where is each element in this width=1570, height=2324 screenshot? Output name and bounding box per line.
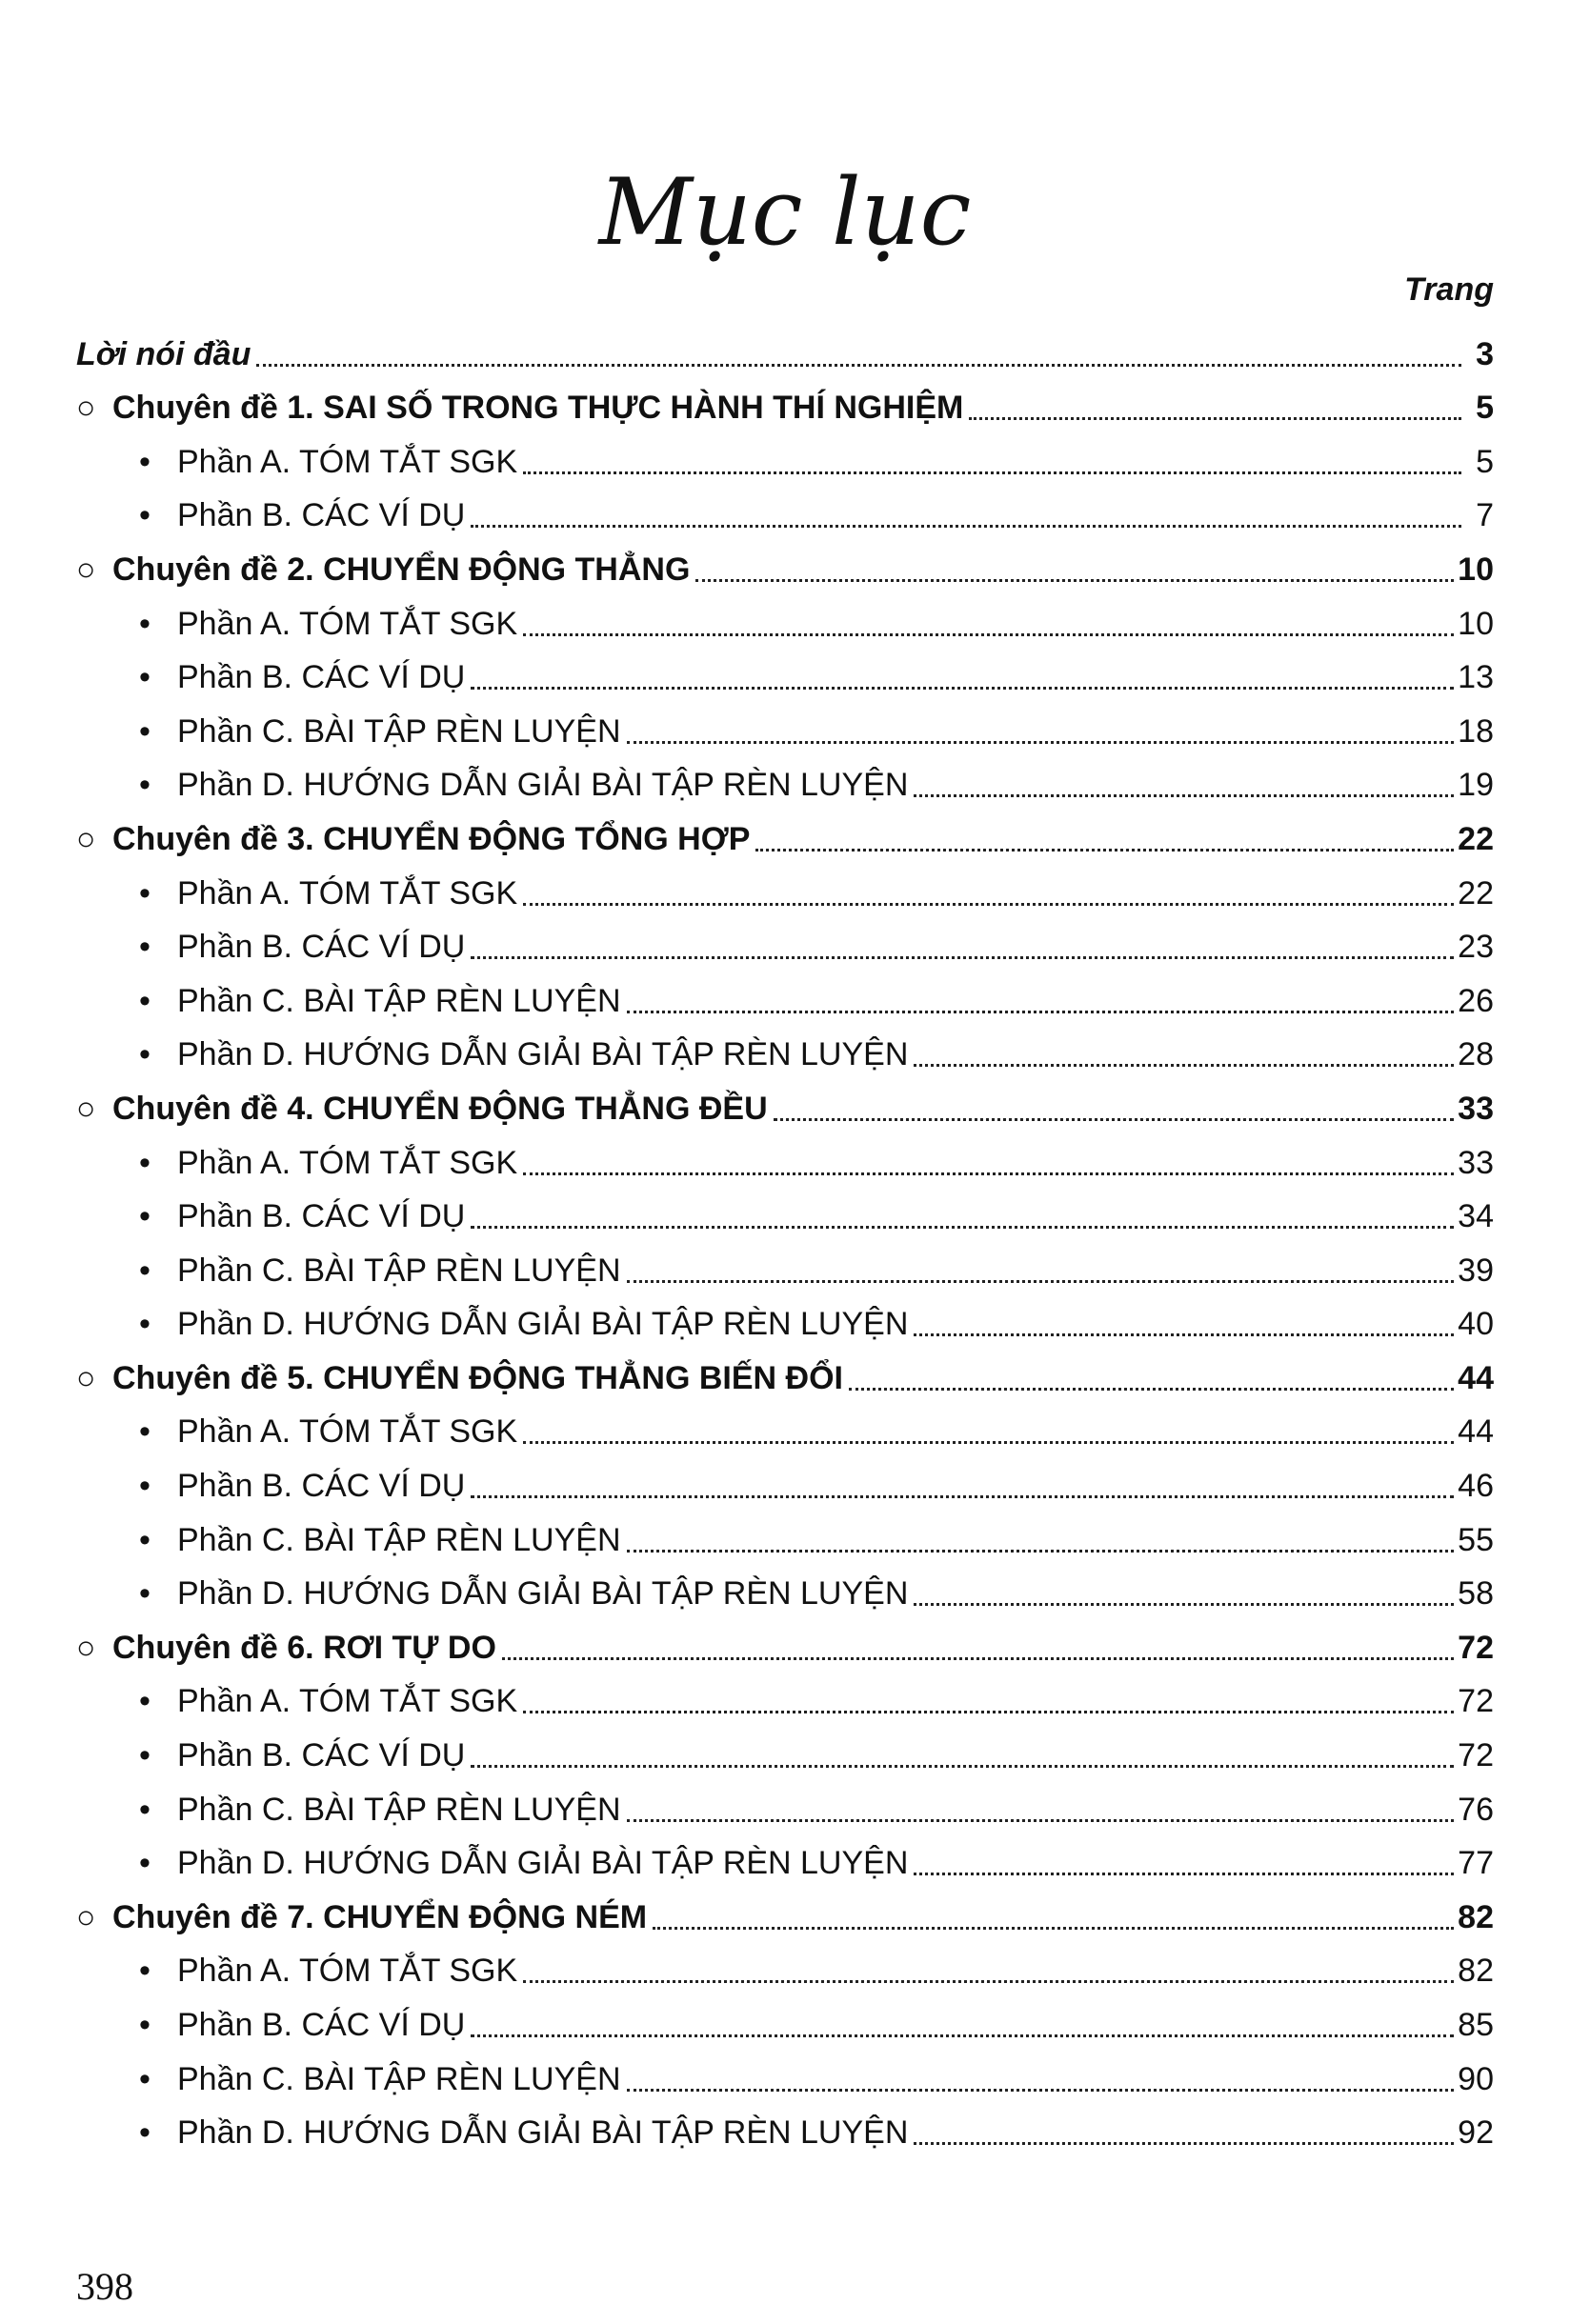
toc-section-entry	[76, 1673, 1494, 1727]
circle-bullet-icon: ○	[76, 820, 96, 857]
dot-bullet-icon: •	[139, 2060, 151, 2097]
dot-bullet-icon: •	[139, 1845, 151, 1882]
dot-leader	[627, 1279, 1455, 1283]
toc-section-entry	[76, 487, 1494, 541]
dot-bullet-icon: •	[139, 1413, 151, 1451]
toc-section-entry	[76, 1295, 1494, 1350]
entry-title: CÁC VÍ DỤ	[301, 2007, 466, 2043]
entry-text	[177, 1465, 465, 1507]
entry-label: Phần A.	[177, 1413, 292, 1451]
toc-section-entry	[76, 1780, 1494, 1834]
entry-label: Phần C.	[177, 1252, 294, 1289]
entry-text	[112, 549, 690, 591]
entry-page-number: 82	[1458, 1953, 1494, 1990]
dot-leader	[914, 1602, 1454, 1606]
entry-text	[177, 1250, 621, 1292]
dot-leader	[523, 1979, 1454, 1983]
entry-title: CÁC VÍ DỤ	[301, 929, 466, 966]
entry-label: Phần C.	[177, 712, 294, 750]
dot-leader	[502, 1656, 1454, 1660]
entry-label: Chuyên đề 5.	[112, 1359, 314, 1396]
dot-leader	[627, 1818, 1455, 1822]
entry-page-number: 28	[1458, 1036, 1494, 1073]
entry-label: Chuyên đề 1.	[112, 390, 314, 427]
entry-title: CHUYỂN ĐỘNG TỔNG HỢP	[323, 820, 751, 857]
toc-section-entry	[76, 2104, 1494, 2158]
entry-text	[177, 2004, 465, 2046]
entry-title: TÓM TẮT SGK	[298, 1413, 518, 1451]
entry-page-number: 10	[1458, 551, 1494, 588]
dot-leader	[471, 524, 1461, 528]
entry-text	[76, 333, 251, 375]
entry-page-number: 72	[1458, 1683, 1494, 1720]
entry-label: Phần C.	[177, 982, 294, 1019]
toc-section-entry	[76, 972, 1494, 1026]
entry-page-number: 5	[1476, 443, 1494, 480]
entry-label: Phần D.	[177, 1575, 294, 1613]
entry-page-number: 90	[1458, 2060, 1494, 2097]
entry-page-number: 72	[1458, 1737, 1494, 1774]
entry-label: Phần C.	[177, 2060, 294, 2097]
dot-leader	[523, 902, 1454, 906]
toc-section-entry	[76, 1456, 1494, 1511]
entry-title: TÓM TẮT SGK	[298, 605, 518, 642]
circle-bullet-icon: ○	[76, 551, 96, 588]
toc-section-entry	[76, 649, 1494, 703]
entry-label: Phần D.	[177, 2114, 294, 2152]
entry-label: Chuyên đề 7.	[112, 1898, 314, 1935]
entry-page-number: 85	[1458, 2007, 1494, 2043]
entry-title: CÁC VÍ DỤ	[301, 1198, 466, 1235]
entry-page-number: 40	[1458, 1306, 1494, 1343]
dot-leader	[523, 1710, 1454, 1713]
entry-page-number: 55	[1458, 1521, 1494, 1558]
entry-page-number: 22	[1458, 874, 1494, 912]
dot-bullet-icon: •	[139, 2114, 151, 2152]
entry-title: BÀI TẬP RÈN LUYỆN	[303, 1521, 621, 1558]
entry-title: TÓM TẮT SGK	[298, 1683, 518, 1720]
entry-page-number: 77	[1458, 1845, 1494, 1882]
entry-text	[177, 1195, 465, 1237]
entry-page-number: 13	[1458, 659, 1494, 696]
entry-title: CHUYỂN ĐỘNG THẲNG	[323, 551, 691, 588]
entry-label: Phần D.	[177, 1036, 294, 1073]
entry-text	[177, 2112, 908, 2154]
dot-bullet-icon: •	[139, 659, 151, 696]
toc-chapter-entry	[76, 810, 1494, 864]
entry-title: HƯỚNG DẪN GIẢI BÀI TẬP RÈN LUYỆN	[303, 1845, 909, 1882]
toc-chapter-entry	[76, 1079, 1494, 1133]
dot-leader	[627, 2088, 1455, 2092]
page-number: 398	[76, 2265, 133, 2308]
circle-bullet-icon: ○	[76, 1359, 96, 1396]
toc-section-entry	[76, 1026, 1494, 1080]
entry-label: Phần A.	[177, 1953, 292, 1990]
dot-leader	[914, 793, 1454, 797]
toc-section-entry	[76, 1726, 1494, 1780]
dot-leader	[653, 1926, 1454, 1930]
page-column-header: Trang	[1404, 271, 1494, 308]
toc-chapter-entry	[76, 1349, 1494, 1403]
entry-text	[177, 1519, 621, 1561]
entry-label: Phần B.	[177, 929, 292, 966]
entry-text	[177, 711, 621, 752]
entry-text	[177, 926, 465, 968]
circle-bullet-icon: ○	[76, 1898, 96, 1935]
toc-section-entry	[76, 1403, 1494, 1457]
entry-page-number: 7	[1476, 497, 1494, 534]
dot-bullet-icon: •	[139, 605, 151, 642]
entry-label: Lời nói đầu	[76, 335, 252, 372]
dot-bullet-icon: •	[139, 1036, 151, 1073]
dot-bullet-icon: •	[139, 1144, 151, 1181]
entry-label: Phần A.	[177, 443, 292, 480]
dot-bullet-icon: •	[139, 1953, 151, 1990]
dot-leader	[471, 1494, 1454, 1498]
entry-title: RƠI TỰ DO	[323, 1629, 496, 1666]
dot-leader	[627, 1010, 1455, 1013]
dot-leader	[471, 955, 1454, 959]
entry-text	[177, 2058, 621, 2100]
entry-text	[177, 872, 517, 914]
entry-label: Chuyên đề 3.	[112, 820, 314, 857]
dot-leader	[523, 1172, 1454, 1175]
dot-bullet-icon: •	[139, 497, 151, 534]
entry-title: CHUYỂN ĐỘNG NÉM	[323, 1898, 648, 1935]
dot-leader	[523, 1440, 1454, 1444]
dot-bullet-icon: •	[139, 443, 151, 480]
entry-text	[177, 1734, 465, 1776]
entry-title: CÁC VÍ DỤ	[301, 497, 466, 534]
entry-label: Phần C.	[177, 1521, 294, 1558]
entry-page-number: 76	[1458, 1791, 1494, 1828]
dot-leader	[914, 2141, 1454, 2145]
dot-bullet-icon: •	[139, 982, 151, 1019]
entry-label: Phần B.	[177, 1468, 292, 1505]
dot-leader	[774, 1117, 1455, 1121]
entry-title: HƯỚNG DẪN GIẢI BÀI TẬP RÈN LUYỆN	[303, 1306, 909, 1343]
entry-title: BÀI TẬP RÈN LUYỆN	[303, 712, 621, 750]
entry-label: Chuyên đề 2.	[112, 551, 314, 588]
entry-text	[177, 1842, 908, 1884]
toc-section-entry	[76, 756, 1494, 811]
dot-bullet-icon: •	[139, 1252, 151, 1289]
entry-page-number: 82	[1458, 1898, 1494, 1935]
entry-text	[177, 656, 465, 698]
entry-title: CÁC VÍ DỤ	[301, 659, 466, 696]
entry-text	[112, 1896, 647, 1938]
entry-text	[177, 1573, 908, 1614]
entry-text	[177, 980, 621, 1022]
entry-title: BÀI TẬP RÈN LUYỆN	[303, 1252, 621, 1289]
toc-section-entry	[76, 918, 1494, 972]
toc-section-entry	[76, 1834, 1494, 1889]
entry-text	[177, 1950, 517, 1992]
dot-leader	[471, 2034, 1454, 2037]
entry-title: BÀI TẬP RÈN LUYỆN	[303, 1791, 621, 1828]
entry-text	[177, 1411, 517, 1452]
entry-label: Phần A.	[177, 874, 292, 912]
entry-text	[177, 603, 517, 645]
toc-section-entry	[76, 702, 1494, 756]
circle-bullet-icon: ○	[76, 1629, 96, 1666]
toc-section-entry	[76, 1188, 1494, 1242]
entry-text	[112, 818, 750, 860]
entry-title: SAI SỐ TRONG THỰC HÀNH THÍ NGHIỆM	[323, 390, 964, 427]
entry-title: TÓM TẮT SGK	[298, 443, 518, 480]
entry-text	[112, 1627, 496, 1669]
entry-page-number: 23	[1458, 929, 1494, 966]
entry-page-number: 39	[1458, 1252, 1494, 1289]
dot-leader	[755, 848, 1454, 851]
dot-bullet-icon: •	[139, 1791, 151, 1828]
entry-page-number: 44	[1458, 1359, 1494, 1396]
entry-text	[112, 1088, 768, 1130]
entry-title: BÀI TẬP RÈN LUYỆN	[303, 2060, 621, 2097]
entry-title: BÀI TẬP RÈN LUYỆN	[303, 982, 621, 1019]
entry-page-number: 18	[1458, 712, 1494, 750]
entry-page-number: 33	[1458, 1144, 1494, 1181]
toc-section-entry	[76, 1565, 1494, 1619]
dot-leader	[523, 632, 1454, 636]
entry-page-number: 26	[1458, 982, 1494, 1019]
entry-page-number: 34	[1458, 1198, 1494, 1235]
entry-page-number: 72	[1458, 1629, 1494, 1666]
dot-bullet-icon: •	[139, 1737, 151, 1774]
toc-chapter-entry	[76, 1888, 1494, 1942]
dot-leader	[471, 1764, 1454, 1768]
entry-label: Phần C.	[177, 1791, 294, 1828]
entry-label: Phần B.	[177, 1737, 292, 1774]
dot-bullet-icon: •	[139, 767, 151, 804]
entry-text	[177, 1789, 621, 1831]
entry-label: Phần B.	[177, 659, 292, 696]
dot-leader	[256, 363, 1461, 367]
entry-title: HƯỚNG DẪN GIẢI BÀI TẬP RÈN LUYỆN	[303, 767, 909, 804]
entry-text	[112, 1357, 843, 1399]
entry-label: Phần B.	[177, 2007, 292, 2043]
circle-bullet-icon: ○	[76, 1090, 96, 1127]
entry-page-number: 3	[1476, 335, 1494, 372]
entry-text	[177, 1680, 517, 1722]
dot-leader	[523, 471, 1461, 474]
entry-title: TÓM TẮT SGK	[298, 1144, 518, 1181]
entry-page-number: 92	[1458, 2114, 1494, 2152]
toc-section-entry	[76, 864, 1494, 918]
toc-intro-entry	[76, 325, 1494, 379]
table-of-contents	[76, 325, 1494, 2157]
entry-title: CHUYỂN ĐỘNG THẲNG ĐỀU	[323, 1090, 768, 1127]
dot-leader	[914, 1872, 1454, 1875]
entry-text	[112, 387, 963, 429]
dot-bullet-icon: •	[139, 1521, 151, 1558]
entry-label: Phần B.	[177, 1198, 292, 1235]
dot-bullet-icon: •	[139, 1575, 151, 1613]
entry-label: Phần D.	[177, 1845, 294, 1882]
toc-section-entry	[76, 594, 1494, 649]
entry-label: Phần A.	[177, 1144, 292, 1181]
entry-text	[177, 1303, 908, 1345]
dot-bullet-icon: •	[139, 2007, 151, 2043]
dot-bullet-icon: •	[139, 1683, 151, 1720]
entry-title: TÓM TẮT SGK	[298, 874, 518, 912]
entry-title: CÁC VÍ DỤ	[301, 1468, 466, 1505]
entry-label: Chuyên đề 6.	[112, 1629, 314, 1666]
circle-bullet-icon: ○	[76, 390, 96, 427]
entry-text	[177, 764, 908, 806]
entry-label: Phần D.	[177, 1306, 294, 1343]
dot-leader	[914, 1063, 1454, 1067]
entry-label: Phần A.	[177, 1683, 292, 1720]
page-title: Mục lục	[598, 159, 972, 266]
toc-section-entry	[76, 1241, 1494, 1295]
entry-text	[177, 441, 517, 483]
dot-leader	[471, 1225, 1454, 1229]
dot-leader	[695, 578, 1454, 582]
dot-leader	[627, 1549, 1455, 1553]
entry-page-number: 5	[1476, 390, 1494, 427]
toc-section-entry	[76, 1995, 1494, 2050]
entry-label: Phần A.	[177, 605, 292, 642]
dot-leader	[969, 416, 1461, 420]
entry-title: HƯỚNG DẪN GIẢI BÀI TẬP RÈN LUYỆN	[303, 2114, 909, 2152]
dot-bullet-icon: •	[139, 874, 151, 912]
entry-title: CHUYỂN ĐỘNG THẲNG BIẾN ĐỔI	[323, 1359, 843, 1396]
dot-bullet-icon: •	[139, 929, 151, 966]
dot-leader	[471, 686, 1454, 690]
entry-label: Phần D.	[177, 767, 294, 804]
entry-title: CÁC VÍ DỤ	[301, 1737, 466, 1774]
dot-leader	[914, 1332, 1454, 1336]
toc-section-entry	[76, 432, 1494, 487]
toc-section-entry	[76, 1942, 1494, 1996]
entry-page-number: 19	[1458, 767, 1494, 804]
entry-text	[177, 494, 465, 536]
dot-leader	[849, 1387, 1454, 1391]
toc-chapter-entry	[76, 540, 1494, 594]
entry-page-number: 22	[1458, 820, 1494, 857]
toc-section-entry	[76, 1511, 1494, 1565]
entry-title: HƯỚNG DẪN GIẢI BÀI TẬP RÈN LUYỆN	[303, 1036, 909, 1073]
entry-label: Phần B.	[177, 497, 292, 534]
dot-bullet-icon: •	[139, 1468, 151, 1505]
entry-text	[177, 1033, 908, 1075]
toc-chapter-entry	[76, 379, 1494, 433]
entry-label: Chuyên đề 4.	[112, 1090, 314, 1127]
entry-page-number: 58	[1458, 1575, 1494, 1613]
dot-bullet-icon: •	[139, 712, 151, 750]
toc-section-entry	[76, 2050, 1494, 2104]
entry-page-number: 44	[1458, 1413, 1494, 1451]
toc-chapter-entry	[76, 1618, 1494, 1673]
entry-page-number: 33	[1458, 1090, 1494, 1127]
dot-leader	[627, 740, 1455, 744]
entry-title: TÓM TẮT SGK	[298, 1953, 518, 1990]
entry-page-number: 10	[1458, 605, 1494, 642]
dot-bullet-icon: •	[139, 1198, 151, 1235]
entry-page-number: 46	[1458, 1468, 1494, 1505]
dot-bullet-icon: •	[139, 1306, 151, 1343]
entry-title: HƯỚNG DẪN GIẢI BÀI TẬP RÈN LUYỆN	[303, 1575, 909, 1613]
entry-text	[177, 1142, 517, 1184]
toc-section-entry	[76, 1133, 1494, 1188]
